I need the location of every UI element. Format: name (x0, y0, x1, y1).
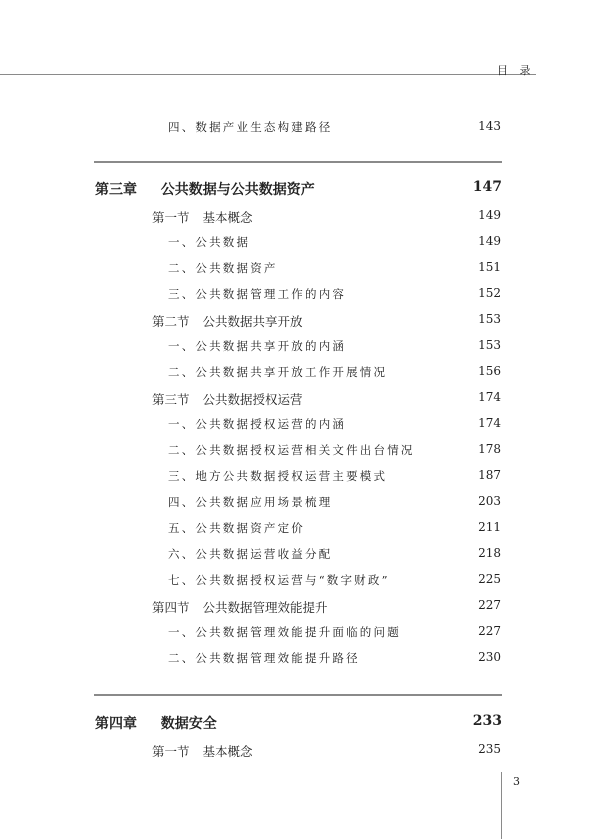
toc-page-number: 174 (478, 390, 501, 404)
section-label: 第四节 (152, 600, 190, 615)
toc-item-title: 四、公共数据应用场景梳理 (168, 495, 333, 509)
toc-item-title: 七、公共数据授权运营与“数字财政” (168, 573, 390, 587)
section-title: 公共数据授权运营 (202, 392, 303, 407)
toc-item-title: 三、地方公共数据授权运营主要模式 (168, 469, 388, 483)
toc-item-title: 二、公共数据资产 (168, 261, 278, 275)
section-label: 第二节 (152, 314, 190, 329)
section-title: 公共数据管理效能提升 (202, 600, 328, 615)
toc-page-number: 203 (478, 494, 501, 508)
toc-item-title: 一、公共数据授权运营的内涵 (168, 417, 347, 431)
toc-page-number: 230 (478, 650, 501, 664)
toc-item-title: 二、公共数据授权运营相关文件出台情况 (168, 443, 415, 457)
toc-page-number: 225 (478, 572, 501, 586)
toc-item[interactable] (0, 361, 601, 381)
chapter-heading-text (95, 713, 217, 733)
toc-item-title: 五、公共数据资产定价 (168, 521, 305, 535)
toc-page-number: 153 (478, 338, 501, 352)
toc-item[interactable] (0, 231, 601, 251)
chapter-page: 233 (472, 713, 502, 729)
section-label: 第一节 (152, 744, 190, 759)
chapter-3-heading[interactable] (0, 178, 601, 198)
toc-item[interactable] (0, 621, 601, 641)
toc-item[interactable] (0, 439, 601, 459)
chapter-page: 147 (472, 179, 502, 195)
toc-page-number: 149 (478, 208, 501, 222)
toc-item-title: 四、数据产业生态构建路径 (168, 120, 333, 134)
toc-page-number: 227 (478, 624, 501, 638)
toc-item-title: 一、公共数据管理效能提升面临的问题 (168, 625, 401, 639)
toc-item[interactable] (0, 647, 601, 667)
toc-section[interactable] (0, 595, 601, 615)
toc-page-number: 156 (478, 364, 501, 378)
section-label: 第三节 (152, 392, 190, 407)
toc-item-top[interactable] (0, 116, 601, 136)
toc-page-number: 211 (478, 520, 501, 534)
toc-section[interactable] (0, 739, 601, 759)
page-number: 3 (513, 775, 520, 788)
toc-item-title: 一、公共数据 (168, 235, 251, 249)
toc-item-page: 143 (478, 119, 501, 133)
toc-page-number: 178 (478, 442, 501, 456)
toc-page-number: 227 (478, 598, 501, 612)
toc-item[interactable] (0, 283, 601, 303)
chapter-title: 公共数据与公共数据资产 (160, 182, 315, 198)
toc-item[interactable] (0, 257, 601, 277)
chapter-title: 数据安全 (160, 716, 217, 732)
section-label: 第一节 (152, 210, 190, 225)
toc-item[interactable] (0, 465, 601, 485)
toc-section-title (152, 208, 253, 226)
chapter-divider (94, 694, 502, 696)
header-rule (0, 74, 536, 75)
toc-section-title (152, 598, 328, 616)
toc-section-title (152, 390, 303, 408)
chapter-label: 第三章 (95, 182, 137, 198)
toc-item[interactable] (0, 491, 601, 511)
toc-item[interactable] (0, 335, 601, 355)
toc-item[interactable] (0, 413, 601, 433)
toc-page-number: 153 (478, 312, 501, 326)
running-header-title: 目 录 (497, 64, 535, 77)
toc-item[interactable] (0, 543, 601, 563)
footer-vertical-rule (501, 772, 502, 839)
toc-page-number: 235 (478, 742, 501, 756)
toc-item-title: 二、公共数据管理效能提升路径 (168, 651, 360, 665)
toc-page-number: 218 (478, 546, 501, 560)
toc-page-number: 187 (478, 468, 501, 482)
toc-item-title: 三、公共数据管理工作的内容 (168, 287, 347, 301)
chapter-4-heading[interactable] (0, 712, 601, 732)
toc-item-title: 六、公共数据运营收益分配 (168, 547, 333, 561)
section-title: 公共数据共享开放 (202, 314, 303, 329)
toc-section[interactable] (0, 205, 601, 225)
toc-page-number: 151 (478, 260, 501, 274)
toc-section-title (152, 742, 253, 760)
toc-item-title: 一、公共数据共享开放的内涵 (168, 339, 347, 353)
toc-section-title (152, 312, 303, 330)
section-title: 基本概念 (202, 744, 253, 759)
toc-section[interactable] (0, 387, 601, 407)
toc-item[interactable] (0, 569, 601, 589)
chapter-heading-text (95, 179, 315, 199)
toc-section[interactable] (0, 309, 601, 329)
section-title: 基本概念 (202, 210, 253, 225)
toc-item[interactable] (0, 517, 601, 537)
toc-page-number: 149 (478, 234, 501, 248)
toc-page-number: 174 (478, 416, 501, 430)
toc-item-title: 二、公共数据共享开放工作开展情况 (168, 365, 388, 379)
chapter-label: 第四章 (95, 716, 137, 732)
chapter-divider (94, 161, 502, 163)
toc-page-number: 152 (478, 286, 501, 300)
